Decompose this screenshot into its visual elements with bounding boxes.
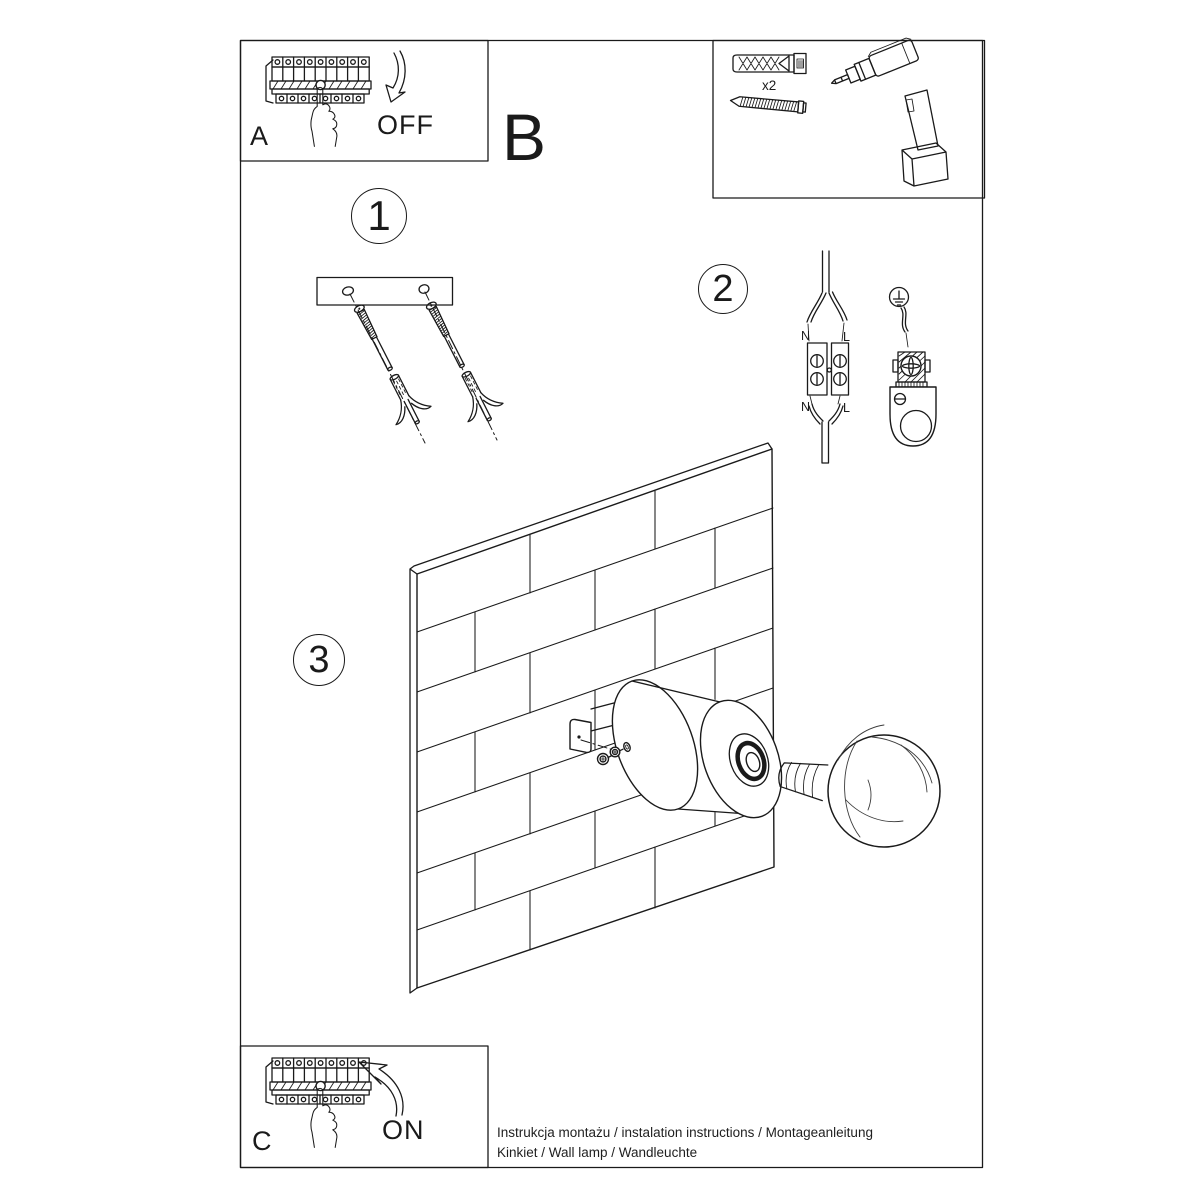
- breaker-on-label: ON: [382, 1115, 425, 1145]
- wire-label-l-top: L: [843, 330, 850, 344]
- step-2-badge: [698, 264, 748, 314]
- arrow-down-icon: [386, 51, 405, 102]
- step2-wiring-illustration: [807, 251, 936, 463]
- panel-a-breaker-off-illustration: [241, 41, 489, 162]
- step-1-number: 1: [367, 192, 391, 239]
- breaker-off-label: OFF: [377, 110, 434, 140]
- tools-box-illustration: [713, 37, 985, 198]
- panel-c-label: C: [252, 1126, 272, 1156]
- footer-instructions-line: Instrukcja montażu / instalation instructions / Montageanleitung: [497, 1125, 873, 1140]
- wire-label-n-bottom: N: [801, 400, 811, 414]
- footer-product-line: Kinkiet / Wall lamp / Wandleuchte: [497, 1145, 698, 1160]
- wire-label-l-bottom: L: [843, 401, 850, 415]
- wall-plug-icon: [733, 54, 806, 74]
- step3-wall-lamp-illustration: [410, 443, 940, 993]
- ground-terminal-icon: [890, 352, 936, 446]
- earth-symbol-icon: [890, 288, 909, 307]
- step-1-badge: [351, 188, 407, 244]
- panel-a-label: A: [250, 121, 269, 151]
- screw-icon: [730, 95, 806, 114]
- step-3-badge: [293, 634, 345, 686]
- step-3-number: 3: [308, 638, 330, 681]
- drill-icon: [826, 37, 948, 186]
- mounting-plate: [570, 719, 591, 752]
- panel-c-breaker-on-illustration: [241, 1046, 489, 1168]
- arrow-up-icon: [359, 1062, 403, 1116]
- light-bulb: [776, 725, 940, 847]
- panel-b-label: B: [502, 100, 547, 174]
- wire-label-n-top: N: [801, 329, 811, 343]
- anchor-quantity-label: x2: [762, 78, 777, 93]
- step1-mounting-illustration: [317, 278, 507, 444]
- step-2-number: 2: [712, 267, 734, 310]
